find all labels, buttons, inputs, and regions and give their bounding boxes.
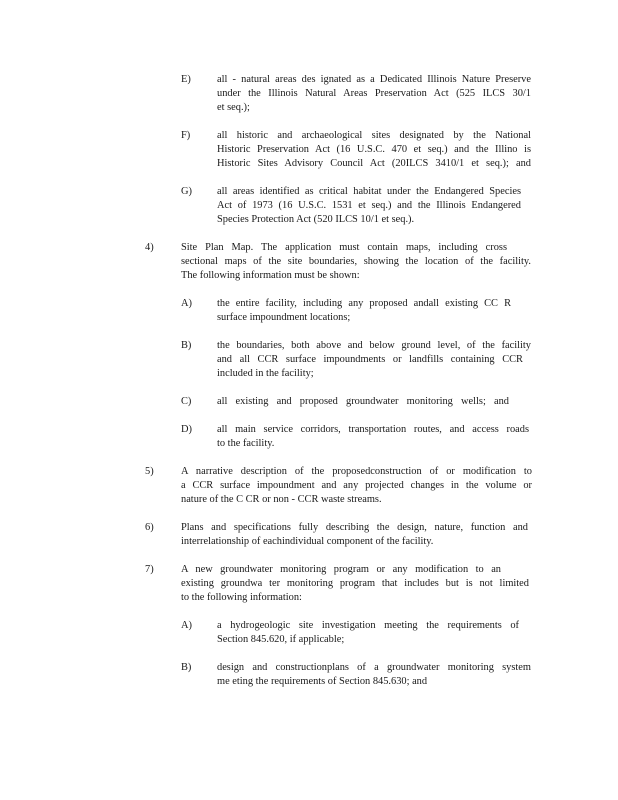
item-label: F) — [181, 130, 191, 141]
item-label: C) — [181, 396, 192, 407]
item-text-line: included in the facility; — [217, 368, 314, 379]
item-label: B) — [181, 340, 192, 351]
item-text-line: under the Illinois Natural Areas Preservation Act (525 ILCS 30/1 — [217, 88, 531, 99]
item-text-line: The following information must be shown: — [181, 270, 360, 281]
item-text-line: Historic Preservation Act (16 U.S.C. 470 et seq.) and the Illino is — [217, 144, 531, 155]
item-label: E) — [181, 74, 191, 85]
item-text-line: Plans and specifications fully describing the design, nature, function and — [181, 522, 528, 533]
item-text-line: Species Protection Act (520 ILCS 10/1 et seq.). — [217, 214, 415, 225]
item-label: A) — [181, 620, 192, 631]
item-text-line: all main service corridors, transportation routes, and access roads — [217, 424, 529, 435]
item-label: G) — [181, 186, 192, 197]
item-text-line: interrelationship of eachindividual component of the facility. — [181, 536, 434, 547]
item-label: D) — [181, 424, 192, 435]
item-text-line: nature of the C CR or non - CCR waste streams. — [181, 494, 382, 505]
item-label: 4) — [145, 242, 154, 253]
item-text-line: all - natural areas des ignated as a Dedicated Illinois Nature Preserve — [217, 74, 531, 85]
item-text-line: the boundaries, both above and below ground level, of the facility — [217, 340, 531, 351]
item-text-line: all existing and proposed groundwater monitoring wells; and — [217, 396, 509, 407]
item-text-line: sectional maps of the site boundaries, showing the location of the facility. — [181, 256, 531, 267]
item-text-line: the entire facility, including any proposed andall existing CC R — [217, 298, 511, 309]
item-text-line: to the facility. — [217, 438, 275, 449]
item-text-line: design and constructionplans of a groundwater monitoring system — [217, 662, 531, 673]
item-text-line: Site Plan Map. The application must contain maps, including cross — [181, 242, 507, 253]
item-text-line: and all CCR surface impoundments or landfills containing CCR — [217, 354, 523, 365]
item-label: 5) — [145, 466, 154, 477]
item-label: A) — [181, 298, 192, 309]
item-text-line: a hydrogeologic site investigation meeting the requirements of — [217, 620, 519, 631]
item-text-line: surface impoundment locations; — [217, 312, 351, 323]
item-text-line: Section 845.620, if applicable; — [217, 634, 345, 645]
item-text-line: a CCR surface impoundment and any projected changes in the volume or — [181, 480, 532, 491]
item-text-line: Act of 1973 (16 U.S.C. 1531 et seq.) and the Illinois Endangered — [217, 200, 521, 211]
item-text-line: to the following information: — [181, 592, 302, 603]
item-label: B) — [181, 662, 192, 673]
item-label: 7) — [145, 564, 154, 575]
item-text-line: A narrative description of the proposedconstruction of or modification to — [181, 466, 532, 477]
item-text-line: all areas identified as critical habitat under the Endangered Species — [217, 186, 521, 197]
item-text-line: existing groundwa ter monitoring program that includes but is not limited — [181, 578, 529, 589]
item-text-line: me eting the requirements of Section 845.630; and — [217, 676, 428, 687]
item-text-line: A new groundwater monitoring program or any modification to an — [181, 564, 501, 575]
item-text-line: Historic Sites Advisory Council Act (20ILCS 3410/1 et seq.); and — [217, 158, 531, 169]
item-text-line: et seq.); — [217, 102, 250, 113]
item-label: 6) — [145, 522, 154, 533]
item-text-line: all historic and archaeological sites designated by the National — [217, 130, 531, 141]
